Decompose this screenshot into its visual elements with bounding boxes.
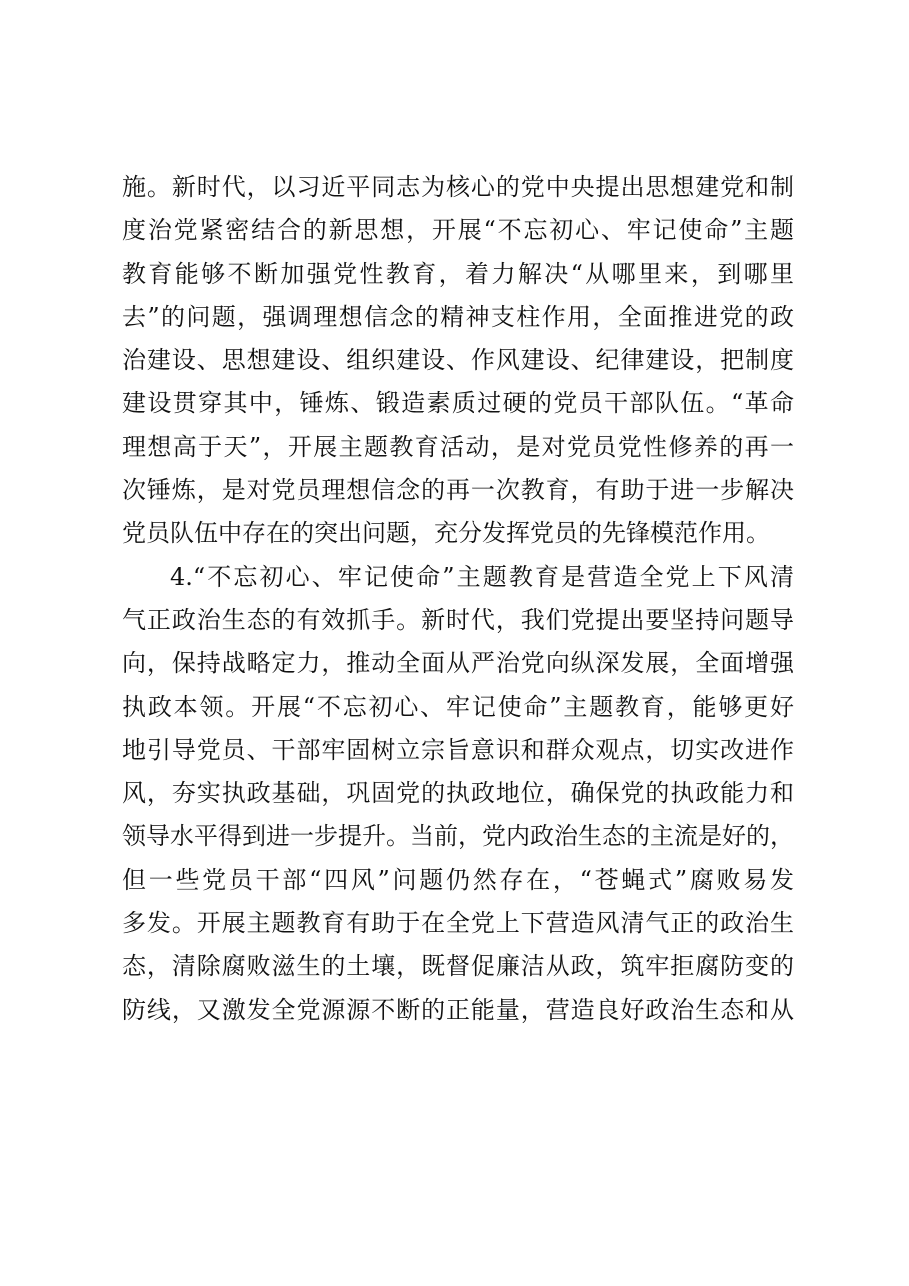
paragraph-line: 次锤炼，是对党员理想信念的再一次教育，有助于进一步解决 bbox=[122, 476, 794, 505]
paragraph-line: 党员队伍中存在的突出问题，充分发挥党员的先锋模范作用。 bbox=[122, 519, 770, 548]
paragraph-1 bbox=[122, 166, 794, 556]
paragraph-line: 4.“不忘初心、牢记使命”主题教育是营造全党上下风清 bbox=[170, 562, 794, 591]
paragraph-line: 气正政治生态的有效抓手。新时代，我们党提出要坚持问题导 bbox=[122, 605, 794, 634]
paragraph-line: 向，保持战略定力，推动全面从严治党向纵深发展，全面增强 bbox=[122, 649, 794, 678]
paragraph-line: 领导水平得到进一步提升。当前，党内政治生态的主流是好的， bbox=[122, 822, 794, 851]
paragraph-line: 教育能够不断加强党性教育，着力解决“从哪里来，到哪里 bbox=[122, 259, 794, 288]
paragraph-line: 地引导党员、干部牢固树立宗旨意识和群众观点，切实改进作 bbox=[122, 735, 794, 764]
paragraph-line: 去”的问题，强调理想信念的精神支柱作用，全面推进党的政 bbox=[122, 302, 794, 331]
paragraph-line: 风，夯实执政基础，巩固党的执政地位，确保党的执政能力和 bbox=[122, 779, 794, 808]
paragraph-line: 治建设、思想建设、组织建设、作风建设、纪律建设，把制度 bbox=[122, 346, 794, 375]
paragraph-line: 理想高于天”，开展主题教育活动，是对党员党性修养的再一 bbox=[122, 432, 794, 461]
paragraph-2 bbox=[122, 556, 794, 1032]
paragraph-line: 多发。开展主题教育有助于在全党上下营造风清气正的政治生 bbox=[122, 909, 794, 938]
document-body bbox=[122, 166, 794, 1032]
paragraph-line: 但一些党员干部“四风”问题仍然存在，“苍蝇式”腐败易发 bbox=[122, 865, 794, 894]
paragraph-line: 防线，又激发全党源源不断的正能量，营造良好政治生态和从 bbox=[122, 995, 794, 1024]
paragraph-line: 建设贯穿其中，锤炼、锻造素质过硬的党员干部队伍。“革命 bbox=[122, 389, 794, 418]
paragraph-line: 度治党紧密结合的新思想，开展“不忘初心、牢记使命”主题 bbox=[122, 216, 794, 245]
paragraph-line: 态，清除腐败滋生的土壤，既督促廉洁从政，筑牢拒腐防变的 bbox=[122, 952, 794, 981]
paragraph-line: 执政本领。开展“不忘初心、牢记使命”主题教育，能够更好 bbox=[122, 692, 794, 721]
paragraph-line: 施。新时代，以习近平同志为核心的党中央提出思想建党和制 bbox=[122, 173, 794, 201]
